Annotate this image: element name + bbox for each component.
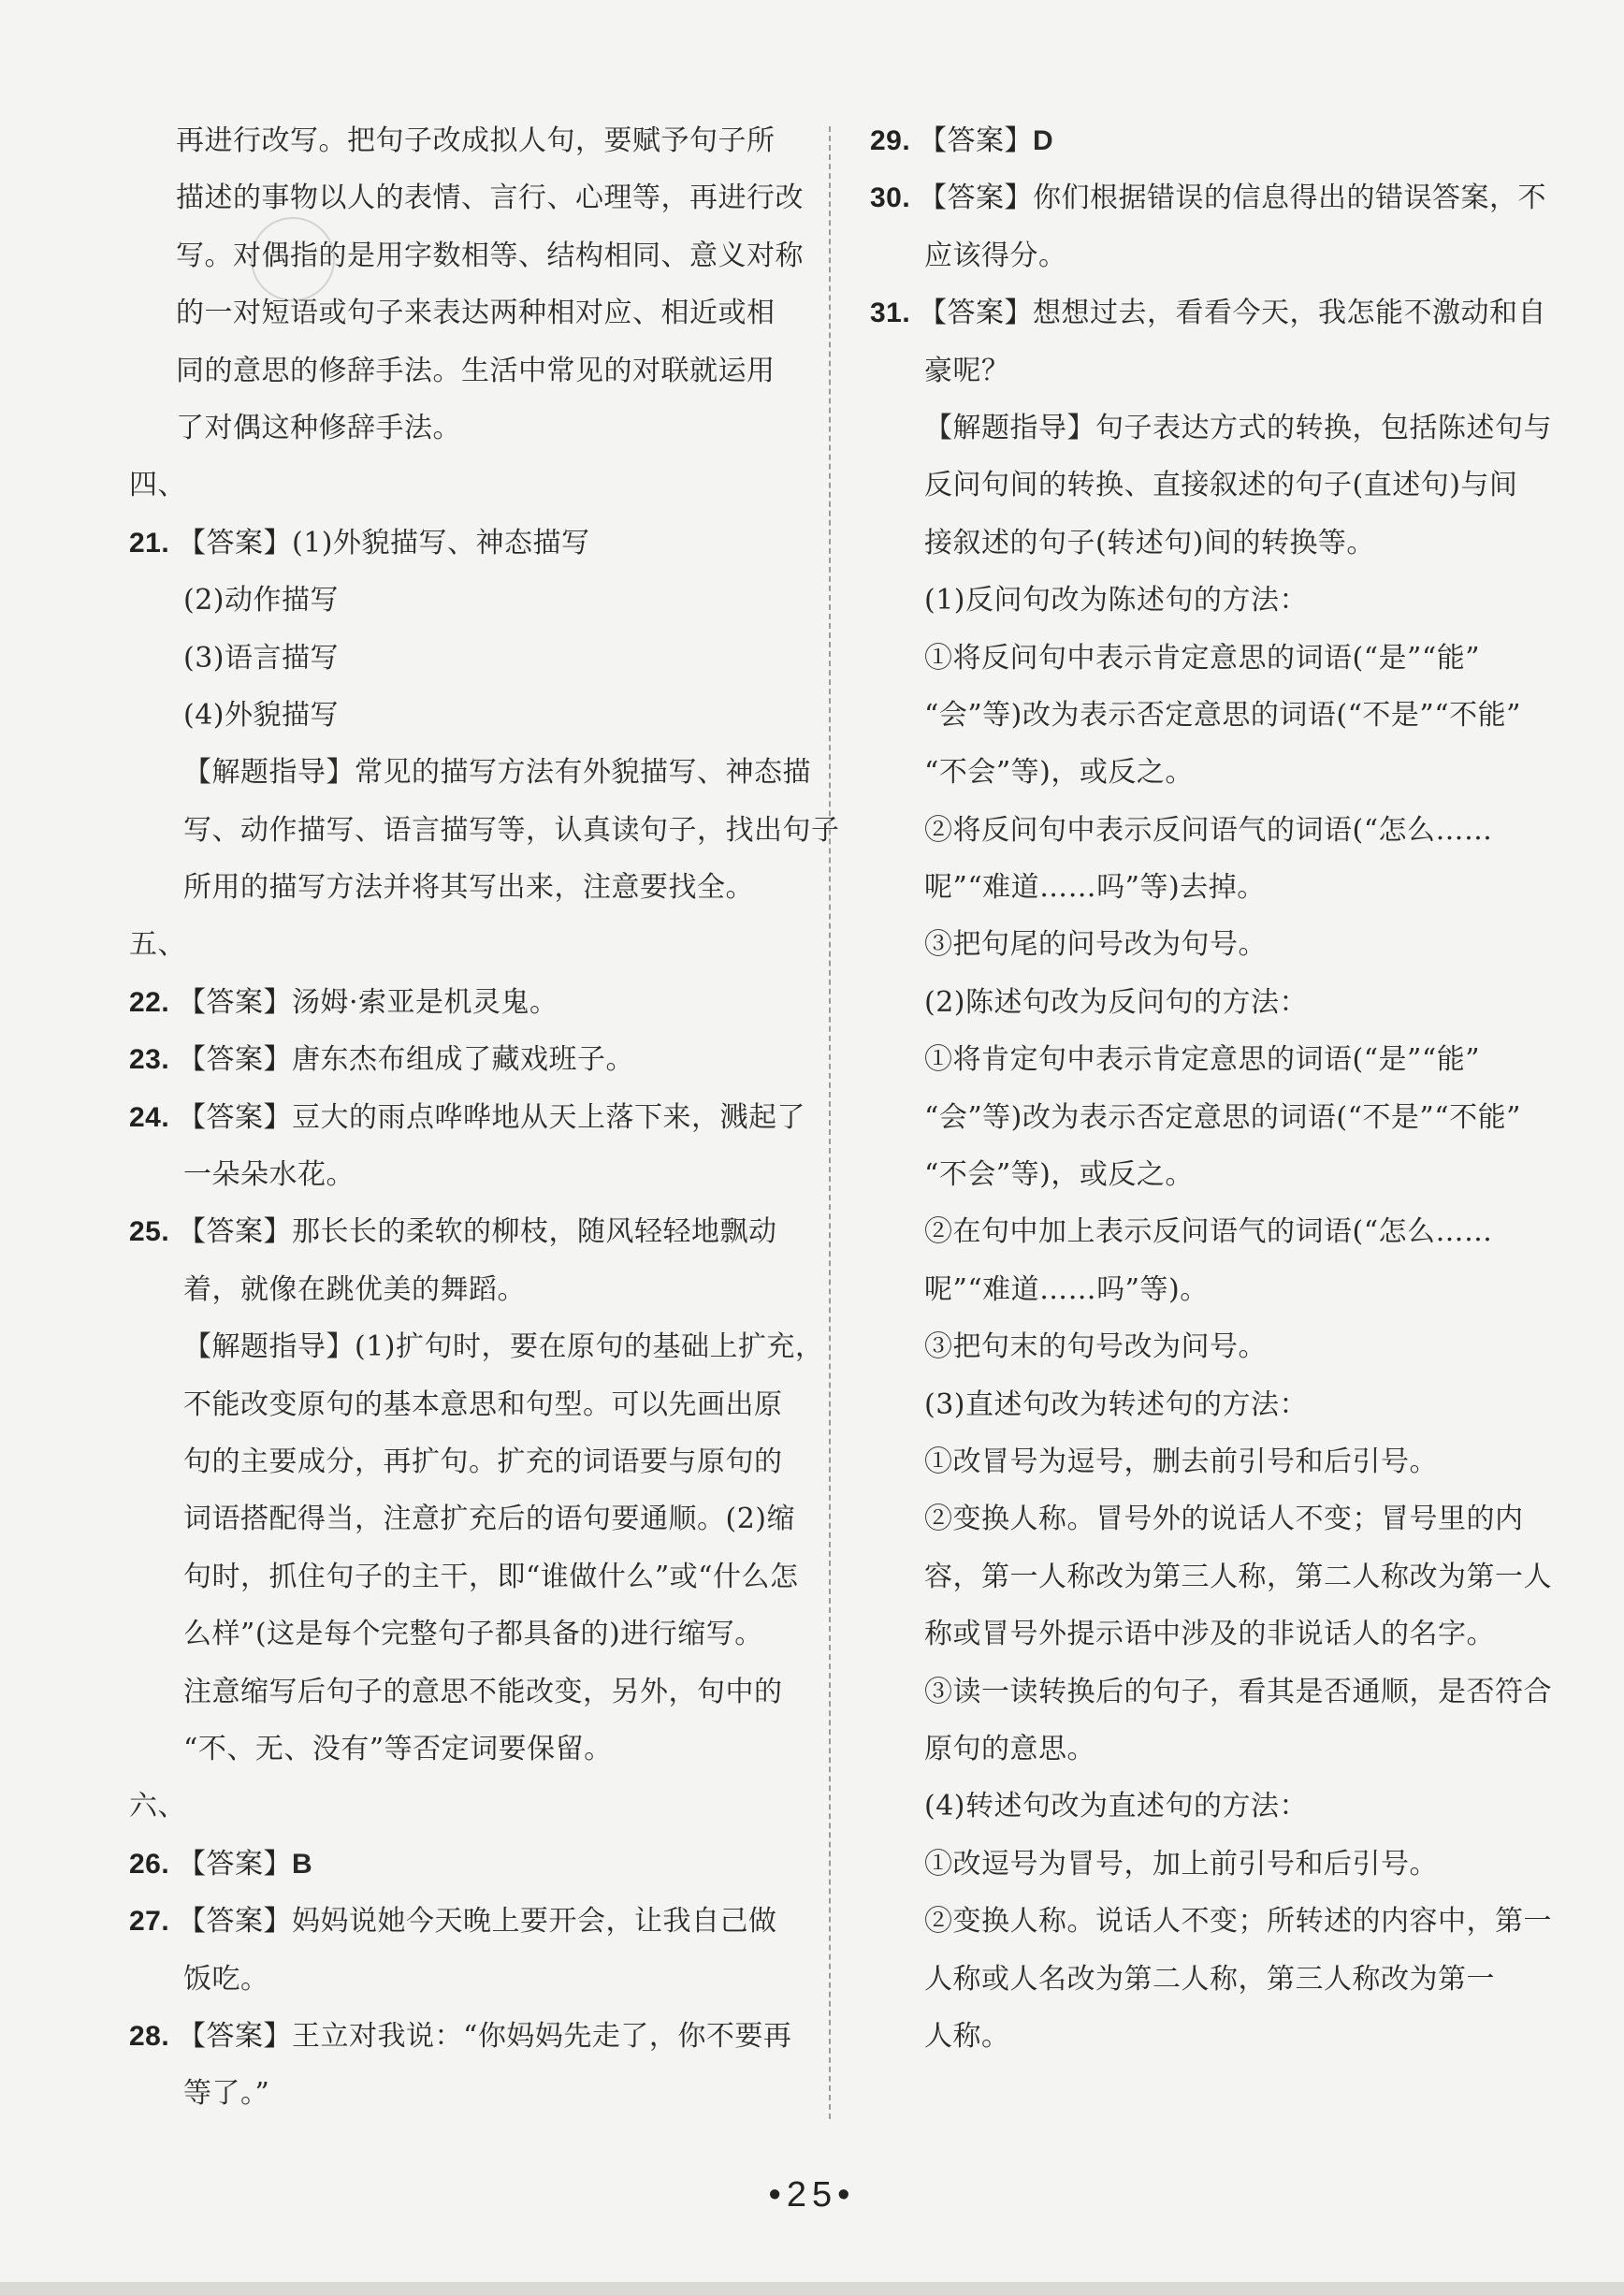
answer-text: 汤姆·索亚是机灵鬼。	[292, 985, 558, 1019]
answer-tag: 【答案】	[919, 182, 1033, 215]
line-text: ②变换人称。冒号外的说话人不变；冒号里的内	[924, 1503, 1524, 1536]
text-line	[129, 687, 803, 744]
text-line	[129, 630, 803, 687]
text-line	[129, 744, 811, 801]
line-text: 写。对偶指的是用字数相等、结构相同、意义对称	[176, 239, 804, 272]
section-heading	[129, 1778, 803, 1835]
line-text: (1)反问句改为陈述句的方法：	[924, 584, 1308, 617]
question-number: 29.	[870, 125, 911, 156]
line-text: ③把句尾的问号改为句号。	[924, 928, 1267, 962]
question-number: 22.	[129, 986, 170, 1018]
question-number: 30.	[870, 182, 911, 214]
line-text: 写、动作描写、语言描写等，认真读句子，找出句子	[183, 813, 840, 847]
line-text: 【解题指导】常见的描写方法有外貌描写、神态描	[183, 756, 811, 790]
text-line	[870, 974, 1544, 1031]
text-line	[870, 916, 1544, 973]
section-heading	[129, 916, 803, 973]
line-text: “不会”等)，或反之。	[924, 756, 1194, 790]
answer-tag: 【答案】	[178, 1215, 292, 1249]
line-text: 人称或人名改为第二人称，第三人称改为第一	[924, 1962, 1495, 1996]
line-text: 等了。”	[183, 2077, 270, 2111]
text-line	[870, 572, 1544, 629]
text-line	[129, 1548, 803, 1605]
line-text: 一朵朵水花。	[183, 1158, 355, 1192]
line-text: 么样”(这是每个完整句子都具备的)进行缩写。	[183, 1618, 763, 1651]
answer-tag: 【答案】	[178, 1847, 292, 1881]
answer-line	[129, 974, 803, 1031]
answer-line	[129, 1893, 803, 1950]
text-line	[129, 1721, 803, 1778]
text-line	[129, 1261, 803, 1318]
text-line	[870, 1778, 1544, 1835]
text-line	[870, 1089, 1544, 1146]
text-line	[870, 227, 1544, 284]
line-text: 五、	[129, 928, 186, 962]
page-edge	[0, 2282, 1624, 2295]
text-line	[129, 1605, 803, 1663]
question-number: 21.	[129, 527, 170, 559]
answer-text: 那长长的柔软的柳枝，随风轻轻地飘动	[292, 1215, 777, 1249]
answer-text: (1)外貌描写、神态描写	[292, 526, 590, 559]
line-text: 应该得分。	[924, 239, 1067, 272]
answer-text: 王立对我说：“你妈妈先走了，你不要再	[292, 2019, 792, 2053]
answer-line	[870, 112, 1544, 169]
text-line	[129, 1490, 803, 1547]
text-line	[870, 1605, 1544, 1663]
line-text: 六、	[129, 1790, 186, 1823]
section-heading	[129, 457, 803, 514]
text-line	[129, 2065, 803, 2122]
line-text: “不、无、没有”等否定词要保留。	[183, 1732, 613, 1765]
text-line	[129, 227, 803, 284]
question-number: 25.	[129, 1216, 170, 1248]
text-line	[129, 284, 803, 341]
text-line	[129, 1318, 824, 1375]
line-text: 称或冒号外提示语中涉及的非说话人的名字。	[924, 1618, 1495, 1651]
text-line	[129, 399, 803, 457]
question-number: 27.	[129, 1906, 170, 1938]
answer-text: 妈妈说她今天晚上要开会，让我自己做	[292, 1905, 777, 1939]
text-line	[870, 802, 1544, 859]
answer-line	[870, 169, 1544, 226]
text-line	[870, 1548, 1552, 1605]
answer-tag: 【答案】	[919, 124, 1033, 157]
text-line	[129, 112, 803, 169]
line-text: ②变换人称。说话人不变；所转述的内容中，第一	[924, 1905, 1552, 1939]
answer-line	[129, 2008, 803, 2065]
line-text: “会”等)改为表示否定意思的词语(“不是”“不能”	[924, 1100, 1521, 1134]
line-text: (2)动作描写	[183, 584, 339, 617]
line-text: ①将肯定句中表示肯定意思的词语(“是”“能”	[924, 1043, 1481, 1077]
line-text: ①将反问句中表示肯定意思的词语(“是”“能”	[924, 641, 1481, 675]
page-number-value: 25	[786, 2175, 838, 2215]
question-number: 28.	[129, 2020, 170, 2052]
answer-text: 你们根据错误的信息得出的错误答案，不	[1033, 182, 1546, 215]
line-text: 【解题指导】句子表达方式的转换，包括陈述句与	[924, 411, 1552, 444]
line-text: ③读一读转换后的句子，看其是否通顺，是否符合	[924, 1675, 1552, 1708]
text-line	[870, 1203, 1544, 1260]
answer-line	[129, 1089, 803, 1146]
line-text: 豪呢？	[924, 354, 1010, 387]
line-text: 句时，抓住句子的主干，即“谁做什么”或“什么怎	[183, 1560, 799, 1593]
answer-tag: 【答案】	[178, 526, 292, 559]
text-line	[129, 1663, 803, 1721]
line-text: 呢”“难道……吗”等)。	[924, 1272, 1209, 1306]
text-line	[870, 1261, 1544, 1318]
text-line	[870, 1031, 1544, 1088]
text-line	[129, 802, 840, 859]
text-line	[870, 859, 1544, 916]
line-text: (4)外貌描写	[183, 698, 339, 732]
text-line	[870, 1663, 1552, 1721]
text-line	[129, 1433, 803, 1490]
question-number: 26.	[129, 1848, 170, 1880]
text-line	[870, 744, 1544, 801]
text-line	[870, 457, 1544, 514]
line-text: 的一对短语或句子来表达两种相对应、相近或相	[176, 297, 776, 330]
text-line	[870, 1490, 1544, 1547]
line-text: 不能改变原句的基本意思和句型。可以先画出原	[183, 1387, 783, 1421]
text-line	[870, 399, 1552, 457]
column-divider	[829, 126, 831, 2119]
text-line	[870, 2008, 1544, 2065]
text-line	[870, 1836, 1544, 1893]
text-line	[870, 687, 1544, 744]
answer-tag: 【答案】	[178, 985, 292, 1019]
text-line	[870, 1318, 1544, 1375]
line-text: ②将反问句中表示反问语气的词语(“怎么……	[924, 813, 1493, 847]
question-number: 24.	[129, 1101, 170, 1133]
line-text: 呢”“难道……吗”等)去掉。	[924, 871, 1266, 905]
page-number-dot-left: •	[768, 2175, 787, 2215]
line-text: “会”等)改为表示否定意思的词语(“不是”“不能”	[924, 698, 1521, 732]
question-number: 23.	[129, 1044, 170, 1076]
line-text: ②在句中加上表示反问语气的词语(“怎么……	[924, 1215, 1493, 1249]
line-text: “不会”等)，或反之。	[924, 1158, 1194, 1192]
answer-text: D	[1033, 125, 1054, 156]
page-number	[0, 2175, 1624, 2215]
question-number: 31.	[870, 298, 911, 329]
line-text: 所用的描写方法并将其写出来，注意要找全。	[183, 871, 754, 905]
line-text: 【解题指导】(1)扩句时，要在原句的基础上扩充，	[183, 1330, 824, 1364]
answer-line	[129, 1031, 803, 1088]
line-text: 四、	[129, 469, 186, 502]
line-text: 接叙述的句子(转述句)间的转换等。	[924, 526, 1375, 559]
text-line	[870, 1951, 1544, 2008]
text-line	[129, 1146, 803, 1203]
answer-text: 想想过去，看看今天，我怎能不激动和自	[1033, 297, 1546, 330]
line-text: 反问句间的转换、直接叙述的句子(直述句)与间	[924, 469, 1518, 502]
text-line	[870, 630, 1544, 687]
page-number-dot-right: •	[837, 2175, 856, 2215]
answer-line	[129, 1836, 803, 1893]
answer-tag: 【答案】	[178, 1043, 292, 1077]
text-line	[870, 342, 1544, 399]
line-text: (3)语言描写	[183, 641, 339, 675]
text-line	[129, 859, 803, 916]
text-line	[870, 1146, 1544, 1203]
text-line	[129, 1951, 803, 2008]
line-text: 饭吃。	[183, 1962, 269, 1996]
line-text: 再进行改写。把句子改成拟人句，要赋予句子所	[176, 124, 776, 157]
text-line	[870, 1376, 1544, 1433]
line-text: 词语搭配得当，注意扩充后的语句要通顺。(2)缩	[183, 1503, 795, 1536]
line-text: 注意缩写后句子的意思不能改变，另外，句中的	[183, 1675, 783, 1708]
text-line	[870, 1433, 1544, 1490]
line-text: 句的主要成分，再扩句。扩充的词语要与原句的	[183, 1445, 783, 1478]
line-text: ①改逗号为冒号，加上前引号和后引号。	[924, 1847, 1438, 1881]
line-text: 了对偶这种修辞手法。	[176, 411, 461, 444]
line-text: (3)直述句改为转述句的方法：	[924, 1387, 1308, 1421]
answer-tag: 【答案】	[178, 2019, 292, 2053]
answer-text: 唐东杰布组成了藏戏班子。	[292, 1043, 634, 1077]
line-text: 着，就像在跳优美的舞蹈。	[183, 1272, 526, 1306]
answer-line	[870, 284, 1544, 341]
text-line	[129, 572, 803, 629]
answer-line	[129, 515, 803, 572]
line-text: ①改冒号为逗号，删去前引号和后引号。	[924, 1445, 1438, 1478]
answer-tag: 【答案】	[919, 297, 1033, 330]
text-line	[870, 1721, 1544, 1778]
text-line	[870, 1893, 1552, 1950]
line-text: 描述的事物以人的表情、言行、心理等，再进行改	[176, 182, 804, 215]
text-line	[129, 1376, 803, 1433]
right-column	[870, 112, 1552, 2065]
line-text: ③把句末的句号改为问号。	[924, 1330, 1267, 1364]
text-line	[870, 515, 1544, 572]
line-text: (4)转述句改为直述句的方法：	[924, 1790, 1308, 1823]
line-text: 人称。	[924, 2019, 1010, 2053]
left-column	[129, 112, 840, 2123]
answer-text: 豆大的雨点哗哗地从天上落下来，溅起了	[292, 1100, 805, 1134]
text-line	[129, 169, 803, 226]
line-text: 容，第一人称改为第三人称，第二人称改为第一人	[924, 1560, 1552, 1593]
answer-text: B	[292, 1848, 313, 1880]
line-text: 原句的意思。	[924, 1732, 1095, 1765]
answer-tag: 【答案】	[178, 1100, 292, 1134]
answer-line	[129, 1203, 803, 1260]
text-line	[129, 342, 803, 399]
line-text: 同的意思的修辞手法。生活中常见的对联就运用	[176, 354, 776, 387]
answer-tag: 【答案】	[178, 1905, 292, 1939]
line-text: (2)陈述句改为反问句的方法：	[924, 985, 1308, 1019]
